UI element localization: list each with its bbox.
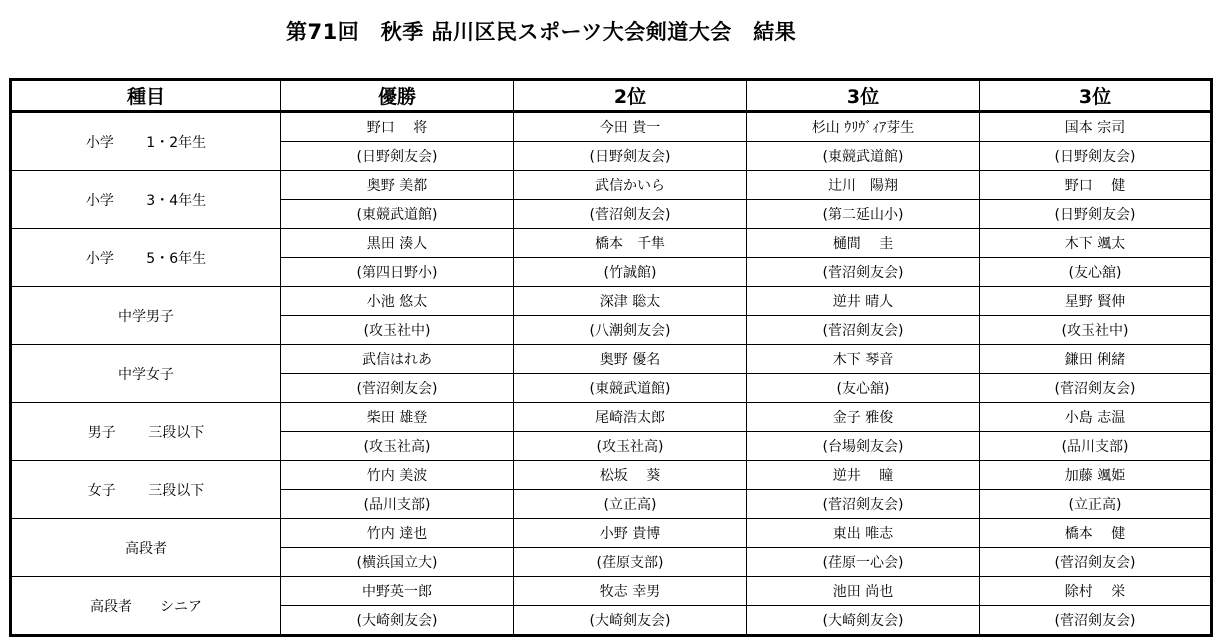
competitor-name-cell: 国本 宗司 [980,112,1212,142]
competitor-club-cell: (東競武道館) [747,142,980,171]
competitor-club-cell: (荏原一心会) [747,548,980,577]
competitor-club-cell: (品川支部) [980,432,1212,461]
event-category-cell: 高段者 シニア [11,577,281,636]
competitor-name-cell: 野口 健 [980,171,1212,200]
competitor-club-cell: (東競武道館) [514,374,747,403]
competitor-club-cell: (菅沼剣友会) [747,490,980,519]
column-header-winner: 優勝 [281,80,514,112]
event-category-cell: 中学男子 [11,287,281,345]
competitor-club-cell: (八潮剣友会) [514,316,747,345]
competitor-name-cell: 星野 賢伸 [980,287,1212,316]
competitor-club-cell: (攻玉社中) [281,316,514,345]
event-category-cell: 小学 3・4年生 [11,171,281,229]
competitor-name-cell: 小島 志温 [980,403,1212,432]
competitor-name-cell: 逆井 瞳 [747,461,980,490]
results-table [9,78,1213,637]
competitor-name-cell: 奥野 優名 [514,345,747,374]
competitor-name-cell: 奥野 美都 [281,171,514,200]
table-row [11,461,1212,490]
table-row [11,519,1212,548]
event-category-cell: 小学 5・6年生 [11,229,281,287]
page-title: 第71回 秋季 品川区民スポーツ大会剣道大会 結果 [286,20,797,44]
competitor-club-cell: (大崎剣友会) [747,606,980,636]
competitor-club-cell: (日野剣友会) [980,142,1212,171]
competitor-name-cell: 深津 聡太 [514,287,747,316]
competitor-club-cell: (日野剣友会) [980,200,1212,229]
competitor-club-cell: (菅沼剣友会) [747,258,980,287]
competitor-club-cell: (大崎剣友会) [281,606,514,636]
event-category-cell: 高段者 [11,519,281,577]
competitor-name-cell: 木下 琴音 [747,345,980,374]
event-category-cell: 女子 三段以下 [11,461,281,519]
competitor-name-cell: 除村 栄 [980,577,1212,606]
competitor-club-cell: (攻玉社中) [980,316,1212,345]
competitor-name-cell: 今田 貴一 [514,112,747,142]
table-row [11,577,1212,606]
competitor-club-cell: (立正高) [514,490,747,519]
competitor-club-cell: (菅沼剣友会) [980,548,1212,577]
competitor-club-cell: (横浜国立大) [281,548,514,577]
competitor-name-cell: 松坂 葵 [514,461,747,490]
competitor-name-cell: 木下 颯太 [980,229,1212,258]
competitor-club-cell: (台場剣友会) [747,432,980,461]
table-row [11,229,1212,258]
column-header-second: 2位 [514,80,747,112]
competitor-name-cell: 金子 雅俊 [747,403,980,432]
competitor-club-cell: (攻玉社高) [281,432,514,461]
competitor-name-cell: 武信かいら [514,171,747,200]
table-row [11,112,1212,142]
competitor-name-cell: 杉山 ｳﾘｳﾞｨｱ芽生 [747,112,980,142]
column-header-third-b: 3位 [980,80,1212,112]
competitor-name-cell: 樋間 圭 [747,229,980,258]
competitor-club-cell: (竹誠館) [514,258,747,287]
table-row [11,287,1212,316]
competitor-club-cell: (東競武道館) [281,200,514,229]
competitor-name-cell: 池田 尚也 [747,577,980,606]
competitor-club-cell: (第四日野小) [281,258,514,287]
competitor-name-cell: 小野 貴博 [514,519,747,548]
competitor-name-cell: 小池 悠太 [281,287,514,316]
competitor-club-cell: (品川支部) [281,490,514,519]
competitor-name-cell: 柴田 雄登 [281,403,514,432]
competitor-name-cell: 橋本 健 [980,519,1212,548]
competitor-name-cell: 竹内 達也 [281,519,514,548]
competitor-club-cell: (友心舘) [747,374,980,403]
table-row [11,171,1212,200]
competitor-name-cell: 尾崎浩太郎 [514,403,747,432]
competitor-name-cell: 辻川 陽翔 [747,171,980,200]
competitor-club-cell: (菅沼剣友会) [514,200,747,229]
column-header-third-a: 3位 [747,80,980,112]
competitor-club-cell: (荏原支部) [514,548,747,577]
event-category-cell: 小学 1・2年生 [11,112,281,171]
competitor-club-cell: (菅沼剣友会) [747,316,980,345]
competitor-club-cell: (菅沼剣友会) [980,374,1212,403]
competitor-name-cell: 東出 唯志 [747,519,980,548]
header-row [11,80,1212,112]
competitor-name-cell: 竹内 美波 [281,461,514,490]
event-category-cell: 中学女子 [11,345,281,403]
competitor-club-cell: (友心舘) [980,258,1212,287]
competitor-name-cell: 中野英一郎 [281,577,514,606]
competitor-club-cell: (第二延山小) [747,200,980,229]
competitor-club-cell: (攻玉社高) [514,432,747,461]
competitor-club-cell: (日野剣友会) [281,142,514,171]
competitor-club-cell: (菅沼剣友会) [281,374,514,403]
competitor-name-cell: 野口 将 [281,112,514,142]
competitor-name-cell: 黒田 湊人 [281,229,514,258]
competitor-club-cell: (立正高) [980,490,1212,519]
competitor-club-cell: (大崎剣友会) [514,606,747,636]
competitor-name-cell: 橋本 千隼 [514,229,747,258]
column-header-event: 種目 [11,80,281,112]
table-row [11,345,1212,374]
results-body [11,112,1212,636]
competitor-name-cell: 逆井 晴人 [747,287,980,316]
table-row [11,403,1212,432]
competitor-club-cell: (菅沼剣友会) [980,606,1212,636]
competitor-name-cell: 加藤 颯姫 [980,461,1212,490]
competitor-name-cell: 牧志 幸男 [514,577,747,606]
competitor-club-cell: (日野剣友会) [514,142,747,171]
competitor-name-cell: 武信はれあ [281,345,514,374]
competitor-name-cell: 鎌田 俐緒 [980,345,1212,374]
event-category-cell: 男子 三段以下 [11,403,281,461]
